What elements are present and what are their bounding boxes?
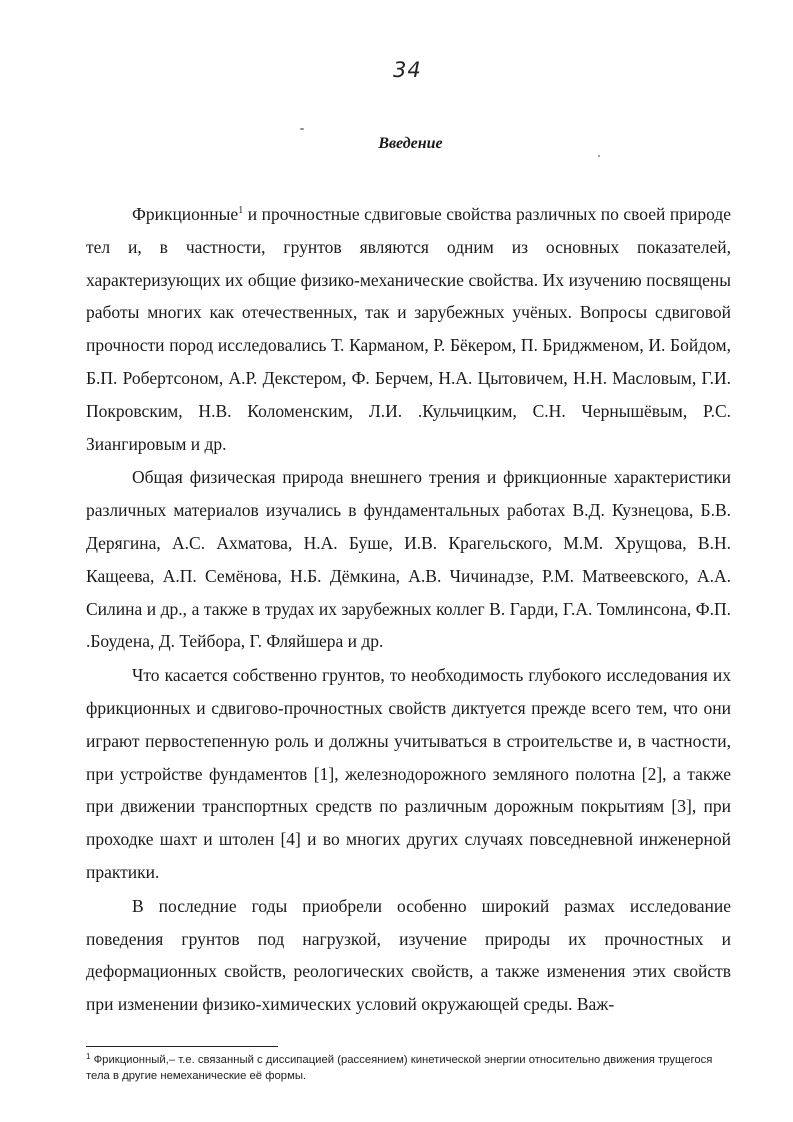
paragraph-4: В последние годы приобрели особенно широкий размах исследование поведения грунтов под нагрузкой, изучение природы их прочностных и деформационных свойств, реологических свойств, а также изменения этих свойств при изменении физико-химических условий окружающей среды. Важ- [86,895,731,1015]
body-text [86,198,731,1021]
paragraph-3: Что касается собственно грунтов, то необходимость глубокого исследования их фрикционных и сдвигово-прочностных свойств диктуется прежде всего тем, что они играют первостепенную роль и должны учитываться в строительстве и, в частности, при устройстве фундаментов [1], железнодорожного земляного полотна [2], а также при движении транспортных средств по различным дорожным покрытиям [3], при проходке шахт и штолен [4] и во многих других случаях повседневной инженерной практики. [86,665,731,882]
paragraph-1 [86,198,731,460]
footnote [86,1052,726,1084]
footnote-reference: 1 [238,205,244,216]
scan-speck [300,128,304,130]
scan-speck [598,155,600,157]
paragraph-1-rest: и прочностные сдвиговые свойства различных по своей природе тел и, в частности, грунтов являются одним из основных показателей, характеризующих их общие физико-механические свойства. Их изучению посвящены работы многих как отечественных, так и зарубежных учёных. Вопросы сдвиговой прочности пород исследовались Т. Карманом, Р. Бёкером, П. Бриджменом, И. Бойдом, Б.П. Робертсоном, А.Р. Декстером, Ф. Берчем, Н.А. Цытовичем, Н.Н. Масловым, Г.И. Покровским, Н.В. Коломенским, Л.И. .Кульчицким, С.Н. Чернышёвым, Р.С. Зиангировым и др. [86,204,731,454]
paragraph-2: Общая физическая природа внешнего трения и фрикционные характеристики различных материалов изучались в фундаментальных работах В.Д. Кузнецова, Б.В. Дерягина, А.С. Ахматова, Н.А. Буше, И.В. Крагельского, М.М. Хрущова, В.Н. Кащеева, А.П. Семёнова, Н.Б. Дёмкина, А.В. Чичинадзе, Р.М. Матвеевского, А.А. Силина и др., а также в трудах их зарубежных коллег В. Гарди, Г.А. Томлинсона, Ф.П. .Боудена, Д. Тейбора, Г. Фляйшера и др. [86,467,731,652]
page-number: 34 [393,58,422,82]
page-title: Введение [378,135,443,152]
paragraph-1-start: Фрикционные [132,204,239,224]
footnote-mark: 1 [86,1052,91,1061]
footnote-text: Фрикционный,– т.е. связанный с диссипацией (рассеянием) кинетической энергии относительно движения трущегося тела в другие немеханические её формы. [86,1054,713,1082]
footnote-divider [86,1046,278,1047]
